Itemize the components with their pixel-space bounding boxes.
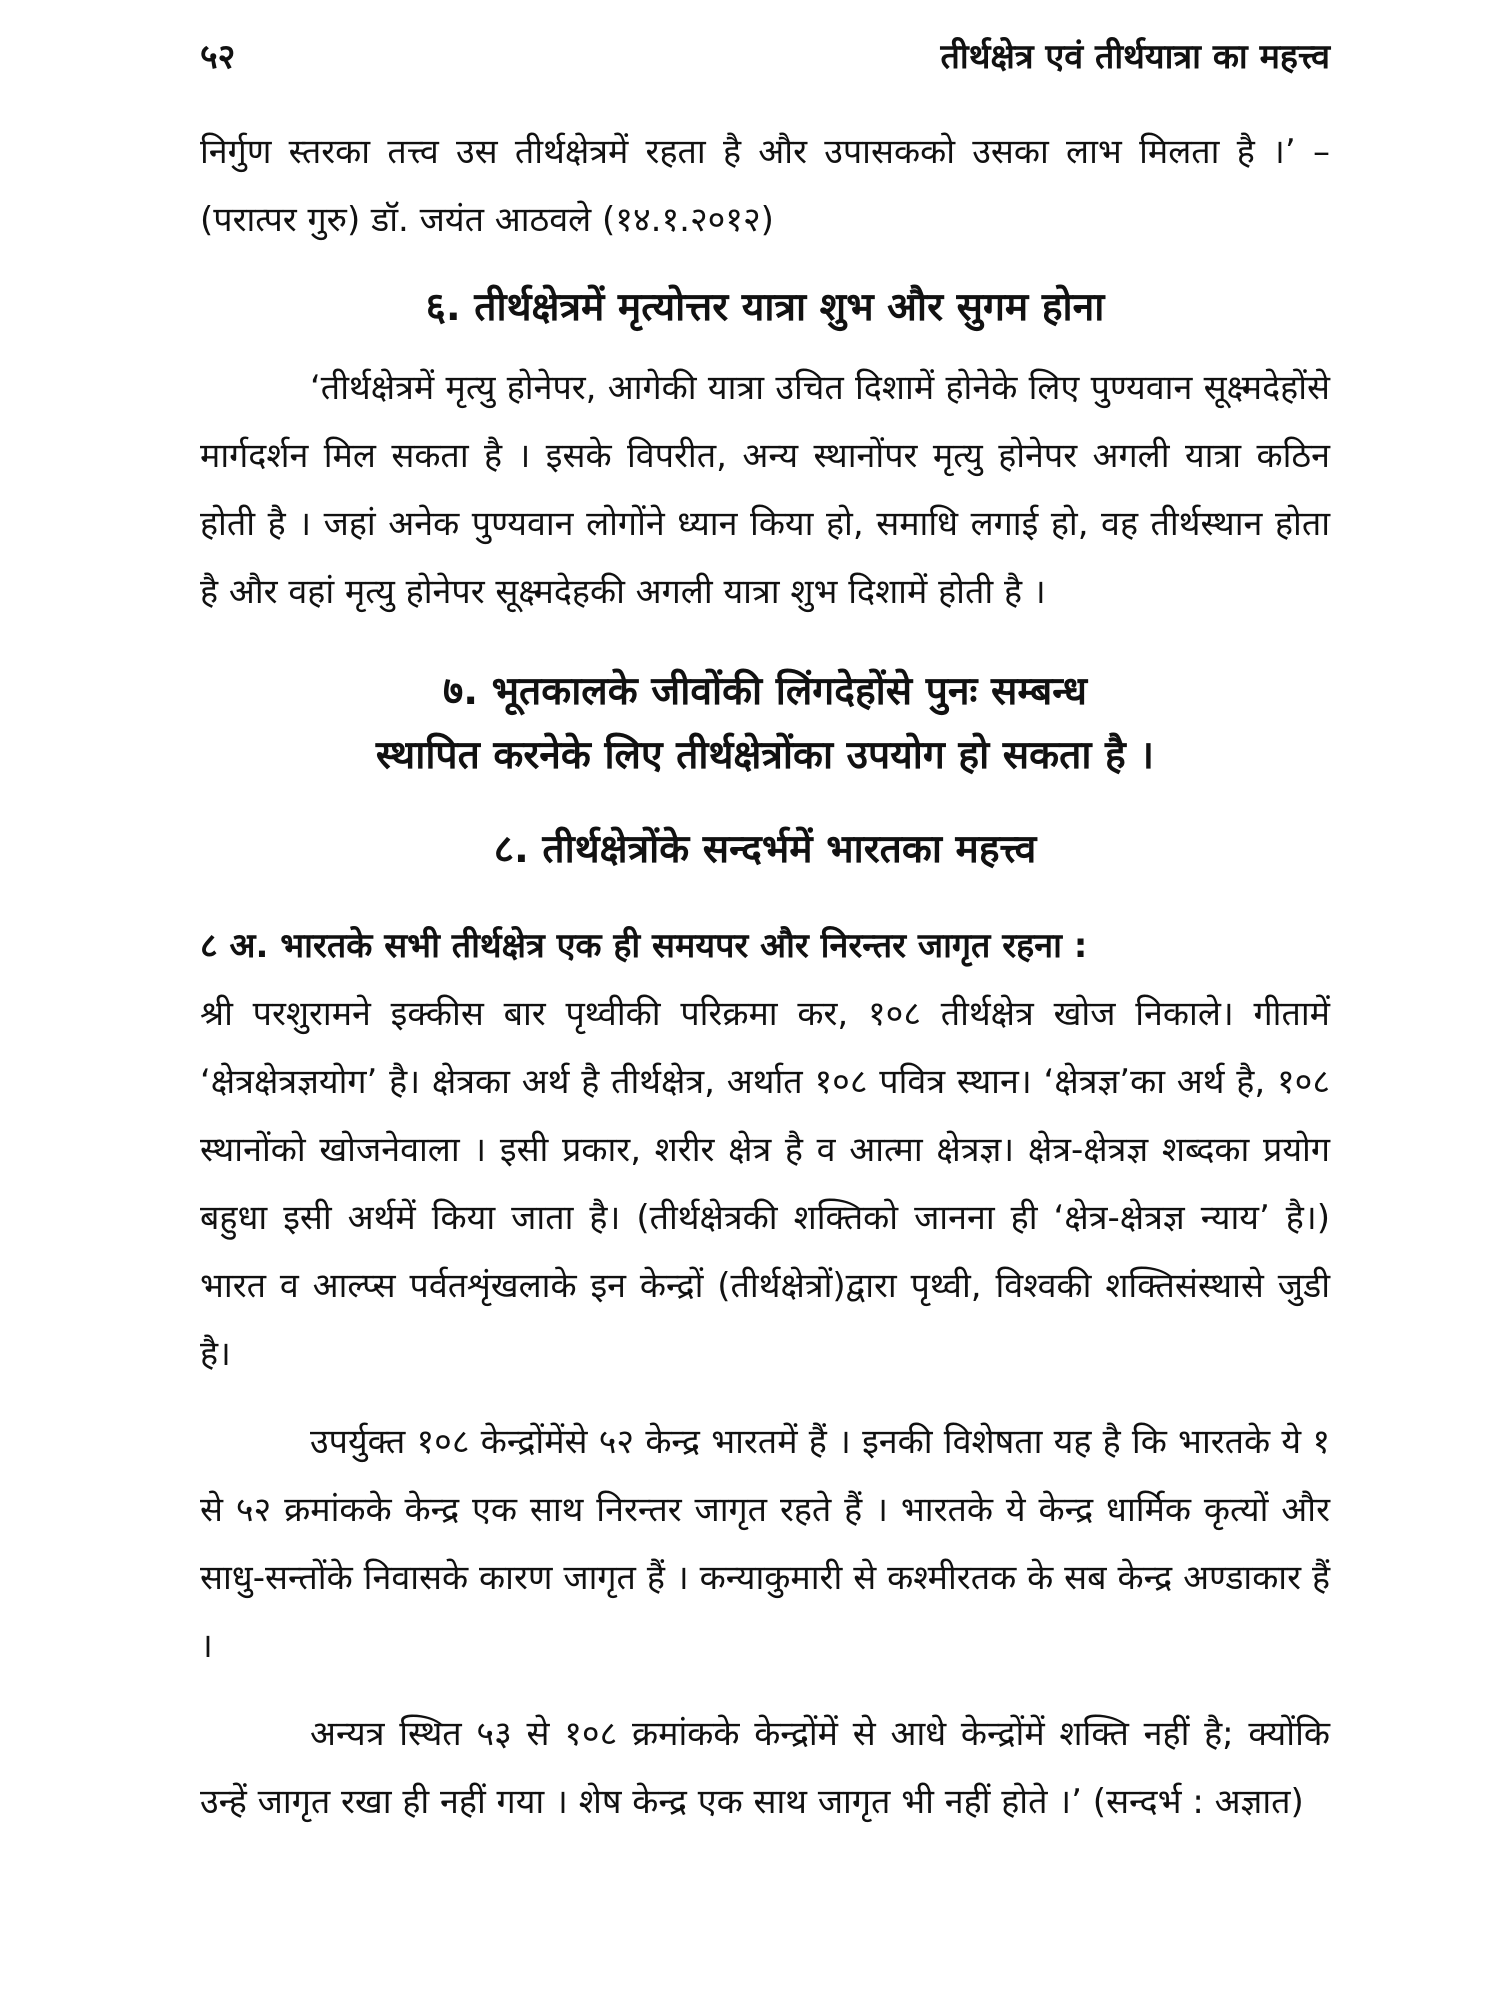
page-body bbox=[200, 118, 1330, 1836]
paragraph-continued: निर्गुण स्तरका तत्त्व उस तीर्थक्षेत्रमें रहता है और उपासकको उसका लाभ मिलता है ।’ – (परात्पर गुरु) डॉ. जयंत आठवले (१४.१.२०१२) bbox=[200, 132, 1330, 240]
paragraph-section-8b: उपर्युक्त १०८ केन्द्रोंमेंसे ५२ केन्द्र भारतमें हैं । इनकी विशेषता यह है कि भारतके ये १ से ५२ क्रमांकके केन्द्र एक साथ निरन्तर जागृत रहते हैं । भारतके ये केन्द्र धार्मिक कृत्यों और साधु-सन्तोंके निवासके कारण जागृत हैं । कन्याकुमारी से कश्मीरतक के सब केन्द्र अण्डाकार हैं । bbox=[200, 1422, 1330, 1666]
page-number: ५२ bbox=[200, 37, 236, 77]
running-title: तीर्थक्षेत्र एवं तीर्थयात्रा का महत्त्व bbox=[940, 37, 1330, 77]
paragraph-section-8c: अन्यत्र स्थित ५३ से १०८ क्रमांकके केन्द्रोंमें से आधे केन्द्रोंमें शक्ति नहीं है; क्योंकि उन्हें जागृत रखा ही नहीं गया । शेष केन्द्र एक साथ जागृत भी नहीं होते ।’ (सन्दर्भ : अज्ञात) bbox=[200, 1714, 1330, 1822]
paragraph-section-8a: श्री परशुरामने इक्कीस बार पृथ्वीकी परिक्रमा कर, १०८ तीर्थक्षेत्र खोज निकाले। गीतामें ‘क्षेत्रक्षेत्रज्ञयोग’ है। क्षेत्रका अर्थ है तीर्थक्षेत्र, अर्थात १०८ पवित्र स्थान। ‘क्षेत्रज्ञ’का अर्थ है, १०८ स्थानोंको खोजनेवाला । इसी प्रकार, शरीर क्षेत्र है व आत्मा क्षेत्रज्ञ। क्षेत्र-क्षेत्रज्ञ शब्दका प्रयोग बहुधा इसी अर्थमें किया जाता है। (तीर्थक्षेत्रकी शक्तिको जानना ही ‘क्षेत्र-क्षेत्रज्ञ न्याय’ है।) भारत व आल्प्स पर्वतशृंखलाके इन केन्द्रों (तीर्थक्षेत्रों)द्वारा पृथ्वी, विश्वकी शक्तिसंस्थासे जुडी है। bbox=[200, 994, 1330, 1374]
book-page bbox=[200, 0, 1330, 2000]
section-heading-8: ८. तीर्थक्षेत्रोंके सन्दर्भमें भारतका महत्त्व bbox=[493, 827, 1037, 872]
paragraph-section-6: ‘तीर्थक्षेत्रमें मृत्यु होनेपर, आगेकी यात्रा उचित दिशामें होनेके लिए पुण्यवान सूक्ष्मदेहोंसे मार्गदर्शन मिल सकता है । इसके विपरीत, अन्य स्थानोंपर मृत्यु होनेपर अगली यात्रा कठिन होती है । जहां अनेक पुण्यवान लोगोंने ध्यान किया हो, समाधि लगाई हो, वह तीर्थस्थान होता है और वहां मृत्यु होनेपर सूक्ष्मदेहकी अगली यात्रा शुभ दिशामें होती है । bbox=[200, 368, 1330, 612]
section-heading-6: ६. तीर्थक्षेत्रमें मृत्योत्तर यात्रा शुभ और सुगम होना bbox=[425, 285, 1105, 330]
section-heading-7-line2: स्थापित करनेके लिए तीर्थक्षेत्रोंका उपयोग हो सकता है । bbox=[375, 733, 1155, 778]
page-header bbox=[200, 28, 1330, 88]
section-heading-7-line1: ७. भूतकालके जीवोंकी लिंगदेहोंसे पुनः सम्बन्ध bbox=[442, 669, 1088, 714]
subsection-heading-8a: ८ अ. भारतके सभी तीर्थक्षेत्र एक ही समयपर और निरन्तर जागृत रहना : bbox=[200, 926, 1088, 966]
